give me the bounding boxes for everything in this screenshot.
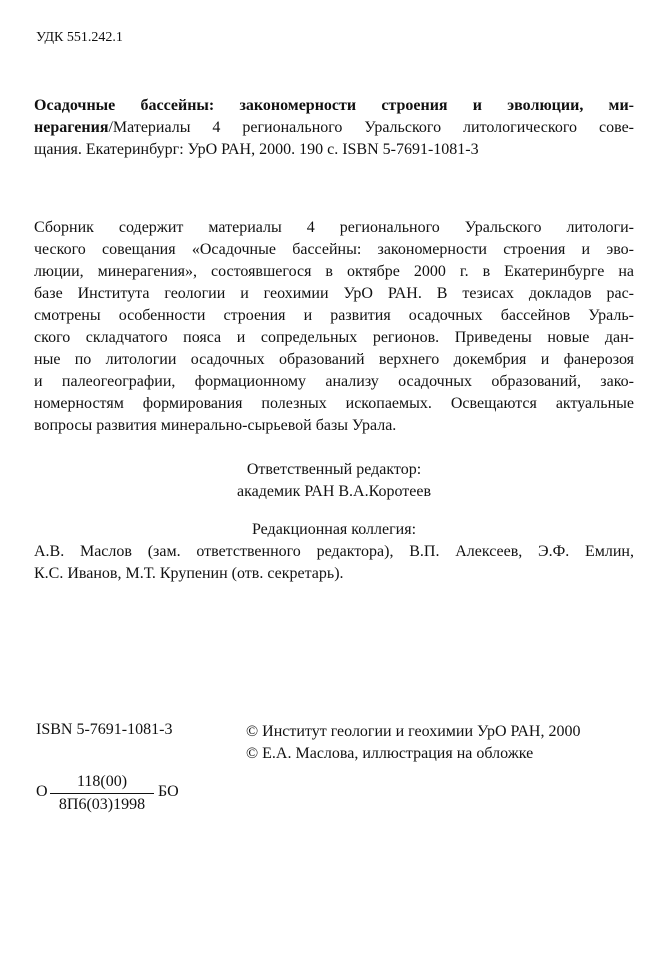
annotation-line: и палеогеографии, формационному анализу осадочных образований, зако- [34, 373, 634, 390]
annotation-line: Сборник содержит материалы 4 регионального Уральского литологи- [34, 219, 634, 236]
annotation-line: вопросы развития минерально-сырьевой базы Урала. [34, 417, 397, 434]
biblio-line-2 [34, 117, 634, 139]
annotation-line: смотрены особенности строения и развития осадочных бассейнов Ураль- [34, 307, 634, 324]
annotation-line: номерностям формирования полезных ископаемых. Освещаются актуальные [34, 395, 634, 412]
editorial-board-line-1: А.В. Маслов (зам. ответственного редактора), В.П. Алексеев, Э.Ф. Емлин, [34, 543, 634, 560]
publication-code-suffix: БО [158, 783, 179, 800]
annotation-line: люции, минерагения», состоявшегося в октябре 2000 г. в Екатеринбурге на [34, 263, 634, 280]
copyright-block [246, 721, 580, 765]
annotation-line: базе Института геологии и геохимии УрО РАН. В тезисах докладов рас- [34, 285, 634, 302]
annotation-line: ные по литологии осадочных образований верхнего докембрия и фанерозоя [34, 351, 634, 368]
publication-code-fraction [50, 772, 154, 815]
udk-code: УДК 551.242.1 [36, 30, 123, 45]
publication-code-numerator: 118(00) [50, 772, 154, 794]
editorial-board-heading: Редакционная коллегия: [251, 521, 417, 538]
copyright-line: © Е.А. Маслова, иллюстрация на обложке [246, 745, 534, 762]
bibliographic-description [34, 95, 634, 161]
annotation-line: ского складчатого пояса и сопредельных регионов. Приведены новые дан- [34, 329, 634, 346]
biblio-line-2-text: /Материалы 4 регионального Уральского литологического сове- [108, 119, 634, 136]
editorial-board [34, 519, 634, 585]
biblio-line-1 [34, 95, 634, 117]
isbn: ISBN 5-7691-1081-3 [36, 721, 173, 738]
annotation [34, 217, 634, 437]
publication-code [36, 772, 196, 822]
annotation-line: ческого совещания «Осадочные бассейны: закономерности строения и эво- [34, 241, 634, 258]
responsible-editor-name: академик РАН В.А.Коротеев [236, 483, 432, 500]
responsible-editor-heading: Ответственный редактор: [246, 461, 422, 478]
responsible-editor [34, 459, 634, 503]
biblio-line-3: щания. Екатеринбург: УрО РАН, 2000. 190 с. ISBN 5-7691-1081-3 [34, 141, 479, 158]
book-title-part-1: Осадочные бассейны: закономерности строения и эволюции, ми- [34, 97, 634, 114]
publication-code-denominator: 8П6(03)1998 [58, 796, 146, 813]
editorial-board-line-2: К.С. Иванов, М.Т. Крупенин (отв. секретарь). [34, 565, 344, 582]
publication-code-prefix: О [36, 783, 48, 800]
copyright-line: © Институт геологии и геохимии УрО РАН, 2000 [246, 723, 581, 740]
book-title-part-2: нерагения [34, 119, 109, 136]
